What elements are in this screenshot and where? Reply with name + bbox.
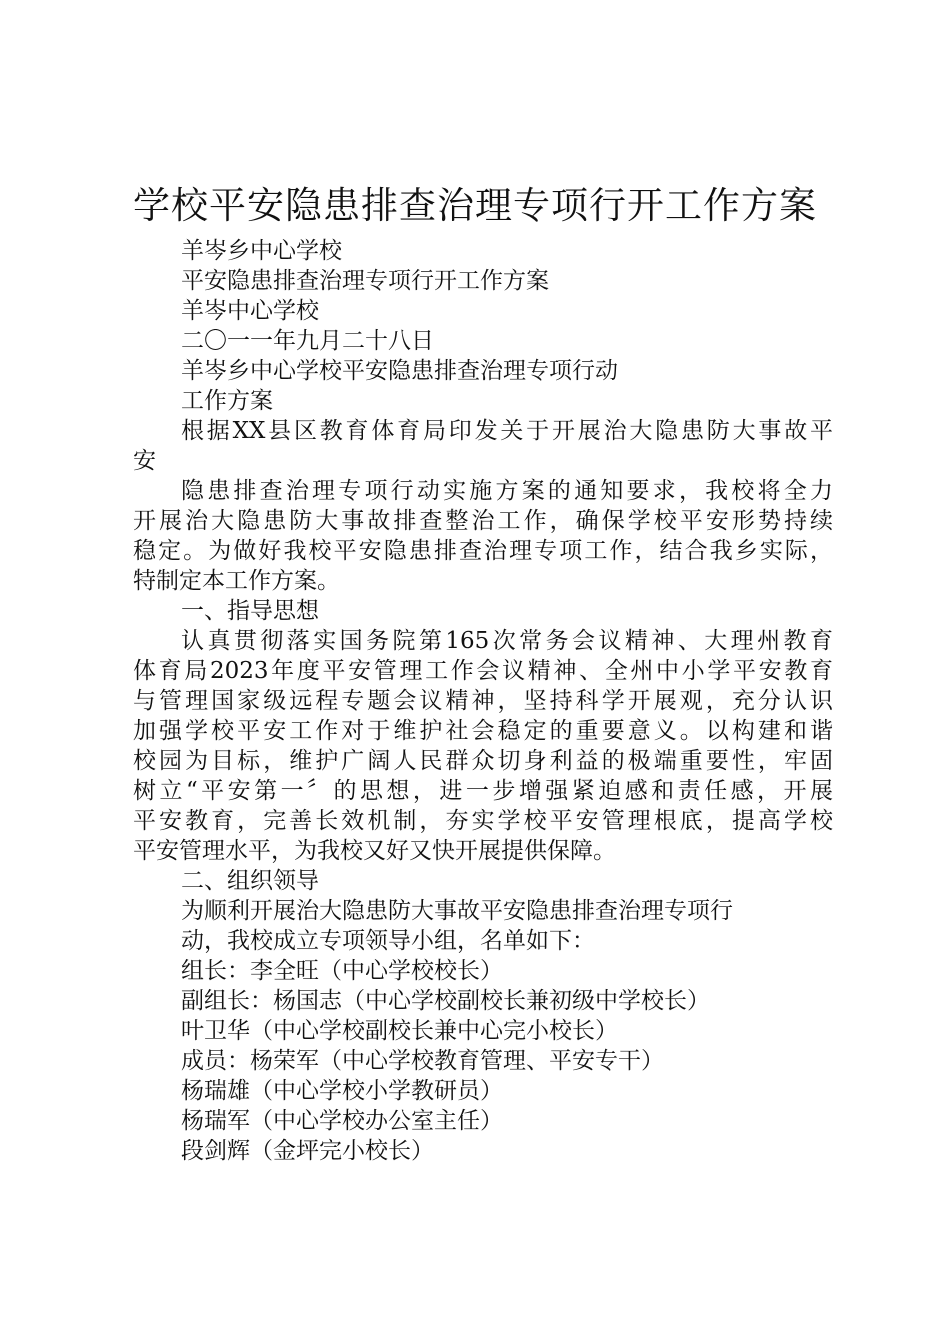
action-title-line: 羊岑乡中心学校平安隐患排查治理专项行动 <box>181 358 618 384</box>
document-body <box>133 236 833 1166</box>
section-paragraph-line: 平安管理水平，为我校又好又快开展提供保障。 <box>133 838 616 864</box>
section-paragraph-line: 平安教育，完善长效机制，夯实学校平安管理根底，提高学校 <box>133 808 833 834</box>
section-paragraph-line: 加强学校平安工作对于维护社会稳定的重要意义。以构建和谐 <box>133 718 833 744</box>
section-paragraph-line: 校园为目标，维护广阔人民群众切身利益的极端重要性，牢固 <box>133 748 833 774</box>
member-line: 副组长：杨国志（中心学校副校长兼初级中学校长） <box>181 988 710 1014</box>
section-heading: 一、指导思想 <box>181 598 319 624</box>
document-title: 学校平安隐患排查治理专项行开工作方案 <box>133 184 817 227</box>
subtitle-line: 平安隐患排查治理专项行开工作方案 <box>181 268 549 294</box>
section-paragraph-line: 体育局2023年度平安管理工作会议精神、全州中小学平安教育 <box>133 658 833 684</box>
section-paragraph-line: 树立“平安第一〞的思想，进一步增强紧迫感和责任感，开展 <box>133 778 833 804</box>
member-line: 组长：李全旺（中心学校校长） <box>181 958 503 984</box>
intro-paragraph-line: 特制定本工作方案。 <box>133 568 340 594</box>
section-heading: 二、组织领导 <box>181 868 319 894</box>
member-line: 杨瑞雄（中心学校小学教研员） <box>181 1078 503 1104</box>
member-line: 成员：杨荣军（中心学校教育管理、平安专干） <box>181 1048 664 1074</box>
section-paragraph-line: 与管理国家级远程专题会议精神，坚持科学开展观，充分认识 <box>133 688 833 714</box>
org-line: 动，我校成立专项领导小组，名单如下： <box>181 928 595 954</box>
intro-line: 安 <box>133 448 156 474</box>
member-line: 叶卫华（中心学校副校长兼中心完小校长） <box>181 1018 618 1044</box>
org-line: 为顺利开展治大隐患防大事故平安隐患排查治理专项行 <box>181 898 733 924</box>
member-line: 段剑辉（金坪完小校长） <box>181 1138 434 1164</box>
intro-paragraph-line: 开展治大隐患防大事故排查整治工作，确保学校平安形势持续 <box>133 508 833 534</box>
intro-line: 根据XX县区教育体育局印发关于开展治大隐患防大事故平 <box>181 418 833 444</box>
school-name-line: 羊岑乡中心学校 <box>181 238 342 264</box>
intro-paragraph-line: 隐患排查治理专项行动实施方案的通知要求，我校将全力 <box>181 478 833 504</box>
intro-paragraph-line: 稳定。为做好我校平安隐患排查治理专项工作，结合我乡实际， <box>133 538 833 564</box>
member-line: 杨瑞军（中心学校办公室主任） <box>181 1108 503 1134</box>
date-line: 二〇一一年九月二十八日 <box>181 328 434 354</box>
plan-label-line: 工作方案 <box>181 388 273 414</box>
school-short-name-line: 羊岑中心学校 <box>181 298 319 324</box>
section-paragraph-line: 认真贯彻落实国务院第165次常务会议精神、大理州教育 <box>181 628 833 654</box>
